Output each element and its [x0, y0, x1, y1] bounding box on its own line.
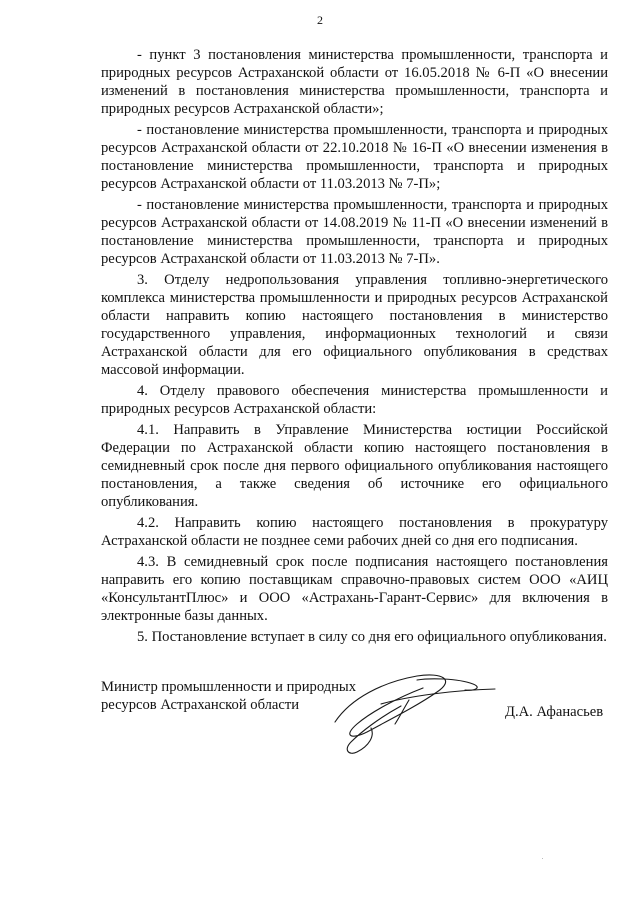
page-number: 2: [317, 13, 323, 27]
document-body: [101, 46, 608, 646]
scan-speck: [542, 858, 543, 859]
signatory-title-line-1: Министр промышленности и природных: [101, 679, 357, 695]
paragraph-repeal-item-3: - постановление министерства промышленности, транспорта и природных ресурсов Астраханской области от 14.08.2019 № 11-П «О внесении изменений в постановление министерства промышленности, транспорта и природных ресурсов Астраханской области от 11.03.2013 № 7-П».: [101, 197, 608, 267]
handwritten-signature: [305, 660, 500, 758]
paragraph-clause-4: 4. Отделу правового обеспечения министерства промышленности и природных ресурсов Астраханской области:: [101, 383, 608, 417]
paragraph-clause-4-1: 4.1. Направить в Управление Министерства юстиции Российской Федерации по Астраханской области копию настоящего постановления в семидневный срок после дня первого официального опубликования настоящего постановления, а также сведения об источнике его официального опубликования.: [101, 422, 608, 510]
paragraph-clause-4-3: 4.3. В семидневный срок после подписания настоящего постановления направить его копию поставщикам справочно-правовых систем ООО «АИЦ «КонсультантПлюс» и ООО «Астрахань-Гарант-Сервис» для включения в электронные базы данных.: [101, 554, 608, 624]
paragraph-repeal-item-2: - постановление министерства промышленности, транспорта и природных ресурсов Астраханской области от 22.10.2018 № 16-П «О внесении изменения в постановление министерства промышленности, транспорта и природных ресурсов Астраханской области от 11.03.2013 № 7-П»;: [101, 122, 608, 192]
paragraph-clause-3: 3. Отделу недропользования управления топливно-энергетического комплекса министерства промышленности и природных ресурсов Астраханской области направить копию настоящего постановления в министерство государственного управления, информационных технологий и связи Астраханской области для его официального опубликования в средствах массовой информации.: [101, 272, 608, 378]
signatory-name: Д.А. Афанасьев: [505, 704, 604, 720]
signatory-title-line-2: ресурсов Астраханской области: [101, 697, 300, 713]
paragraph-clause-5: 5. Постановление вступает в силу со дня его официального опубликования.: [137, 629, 607, 645]
paragraph-repeal-item-1: - пункт 3 постановления министерства промышленности, транспорта и природных ресурсов Астраханской области от 16.05.2018 № 6-П «О внесении изменений в постановления министерства промышленности, транспорта и природных ресурсов Астраханской области»;: [101, 47, 608, 117]
paragraph-clause-4-2: 4.2. Направить копию настоящего постановления в прокуратуру Астраханской области не позднее семи рабочих дней со дня его подписания.: [101, 515, 608, 549]
